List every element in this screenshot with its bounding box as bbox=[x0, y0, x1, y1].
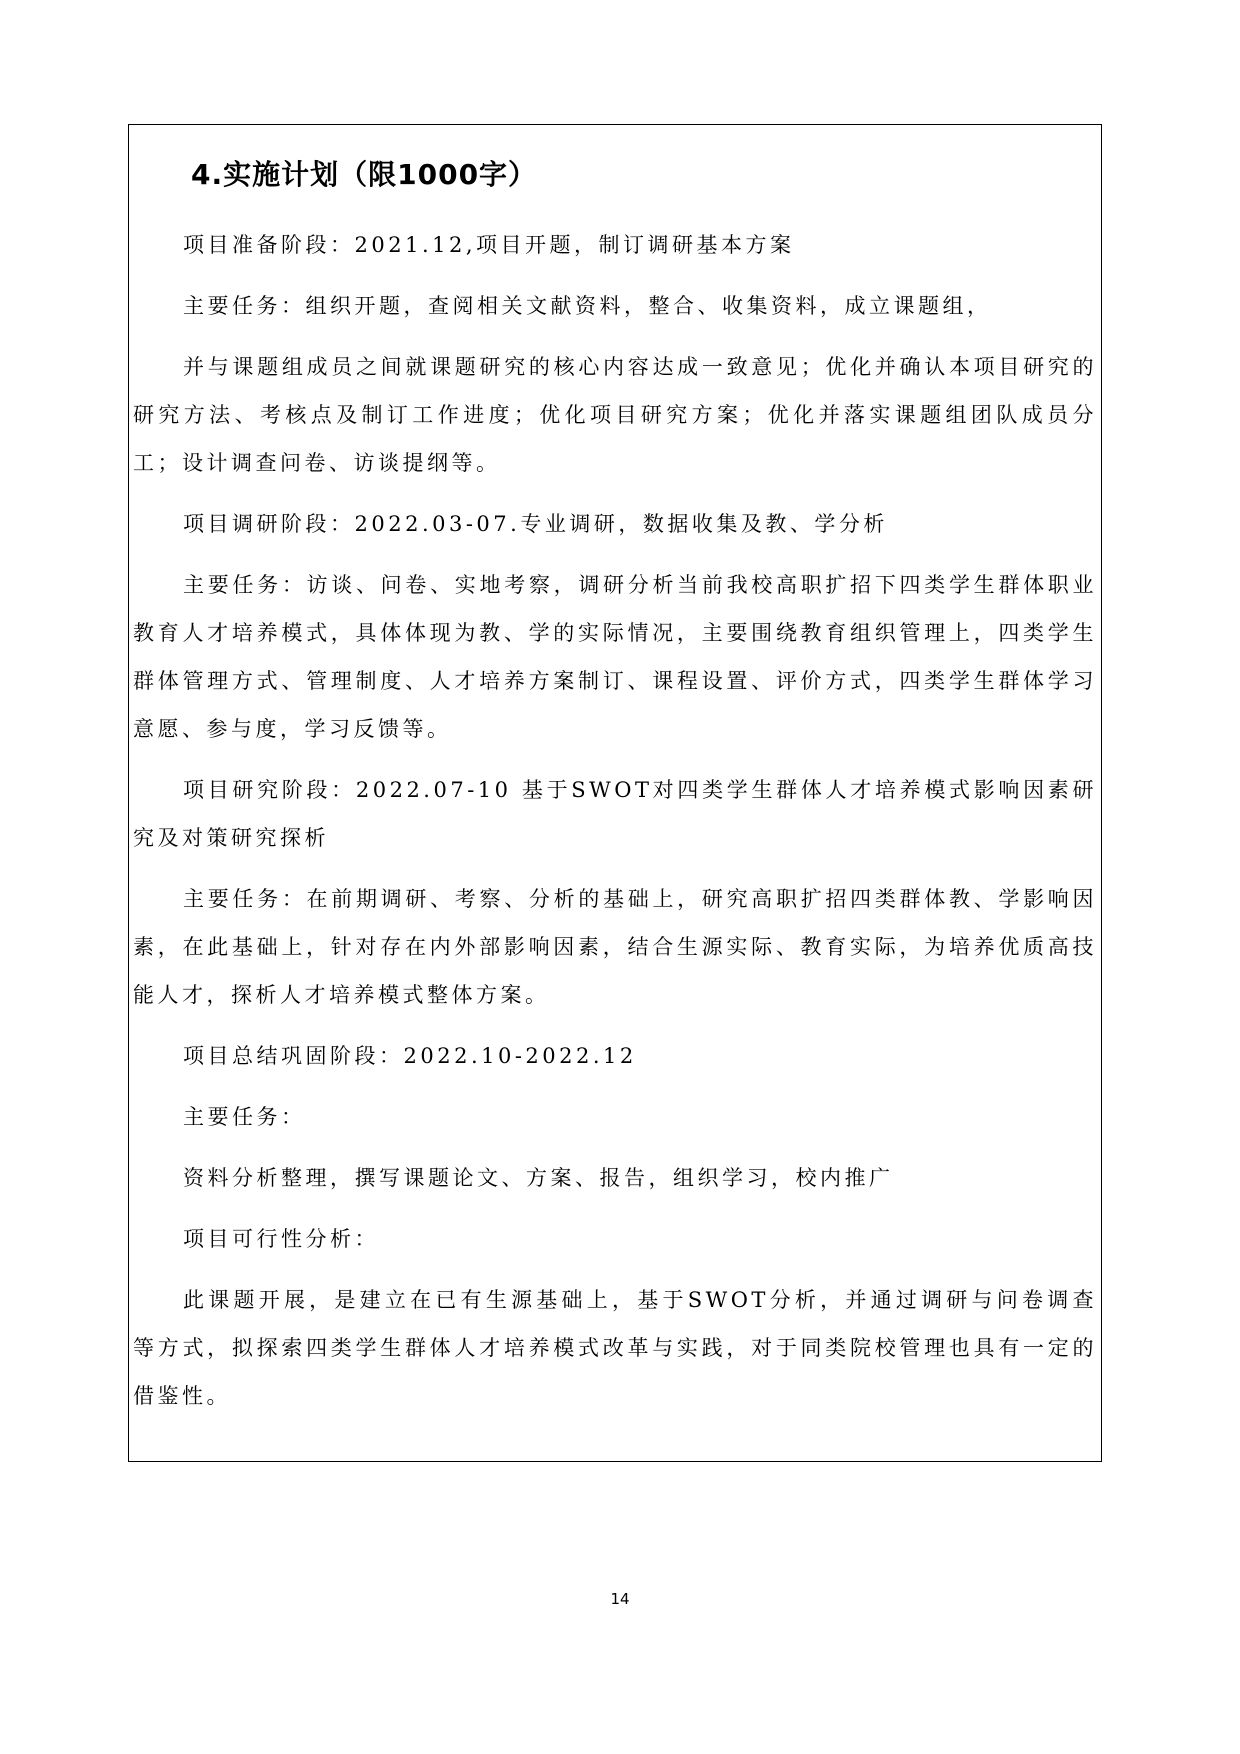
paragraph-study-stage: 项目研究阶段：2022.07-10 基于SWOT对四类学生群体人才培养模式影响因素研究及对策研究探析 bbox=[133, 778, 1097, 850]
page-number: 14 bbox=[610, 1590, 630, 1608]
paragraph-summary-tasks: 资料分析整理，撰写课题论文、方案、报告，组织学习，校内推广 bbox=[183, 1166, 894, 1190]
paragraph-prep-tasks: 主要任务：组织开题，查阅相关文献资料，整合、收集资料，成立课题组， bbox=[183, 294, 992, 318]
paragraph-research-stage: 项目调研阶段：2022.03-07.专业调研，数据收集及教、学分析 bbox=[183, 512, 888, 536]
section-body bbox=[129, 221, 1101, 1420]
paragraph-feasibility-label: 项目可行性分析： bbox=[183, 1227, 379, 1251]
paragraph-summary-stage: 项目总结巩固阶段：2022.10-2022.12 bbox=[183, 1044, 637, 1068]
paragraph-research-tasks: 主要任务：访谈、问卷、实地考察，调研分析当前我校高职扩招下四类学生群体职业教育人才培养模式，具体体现为教、学的实际情况，主要围绕教育组织管理上，四类学生群体管理方式、管理制度、人才培养方案制订、课程设置、评价方式，四类学生群体学习意愿、参与度，学习反馈等。 bbox=[133, 573, 1097, 741]
paragraph-feasibility: 此课题开展，是建立在已有生源基础上，基于SWOT分析，并通过调研与问卷调查等方式，拟探索四类学生群体人才培养模式改革与实践，对于同类院校管理也具有一定的借鉴性。 bbox=[133, 1288, 1097, 1408]
paragraph-prep-stage: 项目准备阶段：2021.12,项目开题，制订调研基本方案 bbox=[183, 233, 795, 257]
section-heading: 4.实施计划（限1000字） bbox=[191, 158, 538, 191]
paragraph-prep-tasks-detail: 并与课题组成员之间就课题研究的核心内容达成一致意见；优化并确认本项目研究的研究方法、考核点及制订工作进度；优化项目研究方案；优化并落实课题组团队成员分工；设计调查问卷、访谈提纲等。 bbox=[133, 355, 1097, 475]
paragraph-summary-tasks-label: 主要任务： bbox=[183, 1105, 306, 1129]
paragraph-study-tasks: 主要任务：在前期调研、考察、分析的基础上，研究高职扩招四类群体教、学影响因素，在此基础上，针对存在内外部影响因素，结合生源实际、教育实际，为培养优质高技能人才，探析人才培养模式整体方案。 bbox=[133, 887, 1097, 1007]
content-table-cell bbox=[128, 124, 1102, 1462]
